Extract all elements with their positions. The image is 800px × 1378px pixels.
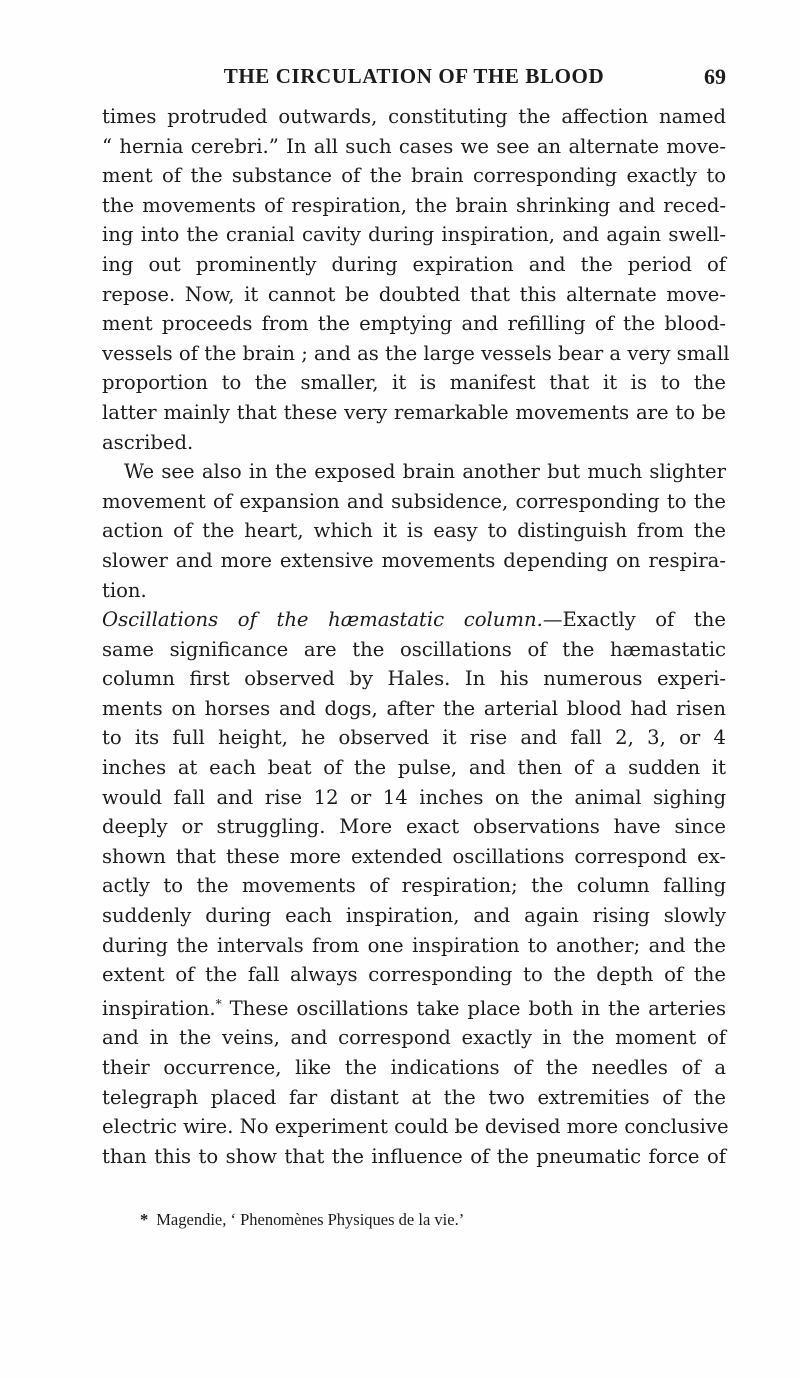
section-heading-line xyxy=(102,605,726,635)
footnote-reference: * xyxy=(215,996,222,1011)
text-line: column first observed by Hales. In his numerous experi- xyxy=(102,667,726,691)
text-line: electric wire. No experiment could be devised more conclusive xyxy=(102,1115,729,1139)
page-number: 69 xyxy=(704,64,726,89)
text-line: We see also in the exposed brain another but much slighter xyxy=(124,460,726,484)
text-line: same significance are the oscillations of the hæmastatic xyxy=(102,637,726,661)
text-line: tion. xyxy=(102,578,147,602)
footnote xyxy=(140,1210,700,1230)
text-line: action of the heart, which it is easy to distinguish from the xyxy=(102,519,726,543)
text-fragment: inspiration. xyxy=(102,996,216,1020)
running-head xyxy=(102,64,726,94)
text-line: latter mainly that these very remarkable movements are to be xyxy=(102,400,726,424)
text-line: inches at each beat of the pulse, and then of a sudden it xyxy=(102,756,726,780)
running-title: THE CIRCULATION OF THE BLOOD xyxy=(223,64,605,88)
text-line: vessels of the brain ; and as the large vessels bear a very small xyxy=(102,341,730,365)
text-line: ascribed. xyxy=(102,430,194,454)
text-line: movement of expansion and subsidence, corresponding to the xyxy=(102,489,726,513)
text-line: shown that these more extended oscillations correspond ex- xyxy=(102,844,726,868)
text-line: their occurrence, like the indications of the needles of a xyxy=(102,1056,726,1079)
text-line: times protruded outwards, constituting the affection named xyxy=(102,105,726,128)
text-line-with-note xyxy=(102,990,726,1024)
text-line: ing out prominently during expiration and the period of xyxy=(102,252,726,276)
text-fragment: These oscillations take place both in the arteries xyxy=(221,996,726,1020)
text-line: suddenly during each inspiration, and again rising slowly xyxy=(102,904,726,928)
text-line: during the intervals from one inspiration to another; and the xyxy=(102,933,726,957)
text-line: ments on horses and dogs, after the arterial blood had risen xyxy=(102,696,726,720)
body-text xyxy=(102,102,730,1171)
text-line: and in the veins, and correspond exactly in the moment of xyxy=(102,1026,726,1050)
text-line: proportion to the smaller, it is manifest that it is to the xyxy=(102,371,726,395)
text-line: ment of the substance of the brain corresponding exactly to xyxy=(102,164,726,188)
footnote-marker: * xyxy=(140,1210,149,1229)
text-line: actly to the movements of respiration; the column falling xyxy=(102,874,726,898)
text-line: extent of the fall always corresponding to the depth of the xyxy=(102,963,726,987)
text-line: “ hernia cerebri.” In all such cases we see an alternate move- xyxy=(102,134,726,158)
text-line: ment proceeds from the emptying and refilling of the blood- xyxy=(102,312,726,336)
section-heading-continuation: —Exactly of the xyxy=(542,608,726,632)
text-line: ing into the cranial cavity during inspiration, and again swell- xyxy=(102,223,726,247)
text-line: the movements of respiration, the brain shrinking and reced- xyxy=(102,193,726,217)
footnote-text: Magendie, ‘ Phenomènes Physiques de la vie.’ xyxy=(156,1210,465,1229)
text-line: than this to show that the influence of the pneumatic force of xyxy=(102,1144,726,1168)
text-line: to its full height, he observed it rise and fall 2, 3, or 4 xyxy=(102,726,726,750)
text-line: deeply or struggling. More exact observations have since xyxy=(102,815,726,839)
text-line: repose. Now, it cannot be doubted that this alternate move- xyxy=(102,282,726,306)
text-line: telegraph placed far distant at the two extremities of the xyxy=(102,1085,726,1109)
section-heading: Oscillations of the hæmastatic column. xyxy=(102,608,543,632)
text-line: would fall and rise 12 or 14 inches on the animal sighing xyxy=(102,785,726,809)
text-line: slower and more extensive movements depending on respira- xyxy=(102,548,726,572)
